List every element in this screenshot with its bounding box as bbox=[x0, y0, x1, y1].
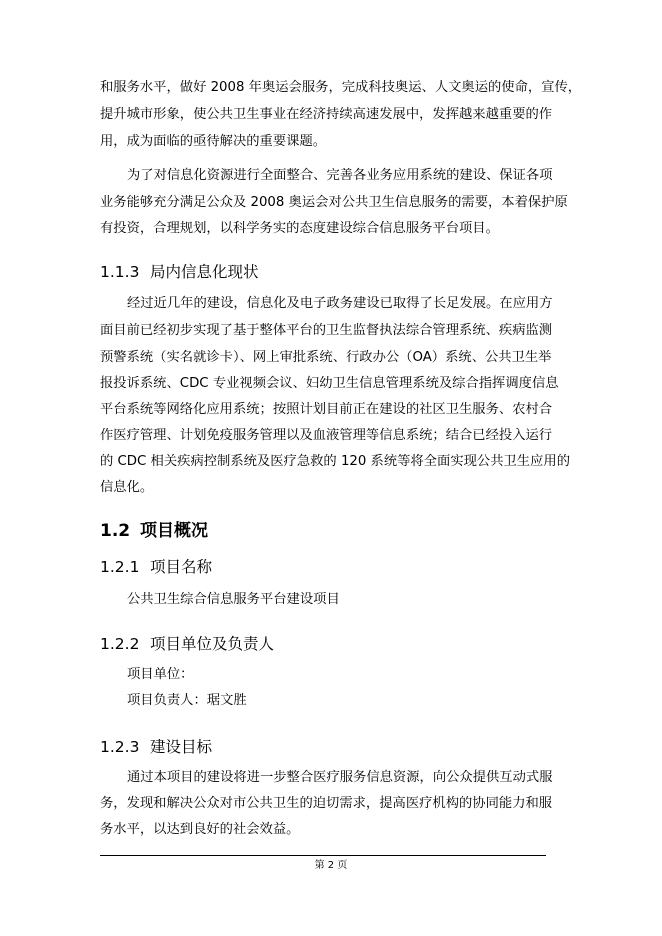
section-number: 1.2.1 bbox=[100, 558, 140, 576]
section-title: 建设目标 bbox=[150, 738, 213, 756]
footer-divider bbox=[100, 855, 546, 856]
section-title: 项目名称 bbox=[150, 558, 213, 576]
paragraph-line: 业务能够充分满足公众及 2008 奥运会对公共卫生信息服务的需要，本着保护原 bbox=[100, 195, 568, 210]
paragraph-line: 务水平，以达到良好的社会效益。 bbox=[100, 822, 300, 837]
section-number: 1.2.3 bbox=[100, 738, 140, 756]
paragraph-line: 为了对信息化资源进行全面整合、完善各业务应用系统的建设、保证各项 bbox=[127, 168, 553, 183]
paragraph-line: 面目前已经初步实现了基于整体平台的卫生监督执法综合管理系统、疾病监测 bbox=[100, 323, 553, 338]
paragraph-line: 预警系统（实名就诊卡）、网上审批系统、行政办公（OA）系统、公共卫生举 bbox=[100, 350, 552, 365]
paragraph-line: 报投诉系统、CDC 专业视频会议、妇幼卫生信息管理系统及综合指挥调度信息 bbox=[100, 376, 559, 391]
paragraph-line: 的 CDC 相关疾病控制系统及医疗急救的 120 系统等将全面实现公共卫生应用的 bbox=[100, 454, 570, 469]
paragraph-line: 经过近几年的建设，信息化及电子政务建设已取得了长足发展。在应用方 bbox=[127, 296, 553, 311]
paragraph-line: 用，成为面临的亟待解决的重要课题。 bbox=[100, 134, 327, 149]
section-title: 项目单位及负责人 bbox=[150, 635, 275, 653]
section-title: 局内信息化现状 bbox=[150, 263, 259, 281]
project-unit-label: 项目单位： bbox=[127, 667, 194, 682]
section-heading bbox=[100, 262, 259, 282]
paragraph-line: 有投资，合理规划，以科学务实的态度建设综合信息服务平台项目。 bbox=[100, 221, 499, 236]
paragraph-line: 公共卫生综合信息服务平台建设项目 bbox=[127, 592, 340, 607]
section-heading bbox=[100, 557, 212, 577]
section-heading bbox=[100, 737, 212, 757]
paragraph-line: 提升城市形象，使公共卫生事业在经济持续高速发展中，发挥越来越重要的作 bbox=[100, 107, 553, 122]
project-leader-label: 项目负责人：琚文胜 bbox=[127, 693, 247, 708]
paragraph-line: 和服务水平，做好 2008 年奥运会服务，完成科技奥运、人文奥运的使命，宣传， bbox=[100, 80, 582, 95]
paragraph-line: 平台系统等网络化应用系统；按照计划目前正在建设的社区卫生服务、农村合 bbox=[100, 402, 553, 417]
chapter-title: 项目概况 bbox=[140, 521, 208, 541]
section-number: 1.1.3 bbox=[100, 263, 140, 281]
chapter-number: 1.2 bbox=[100, 521, 131, 541]
section-heading bbox=[100, 634, 274, 654]
paragraph-line: 信息化。 bbox=[100, 480, 154, 495]
paragraph-line: 通过本项目的建设将进一步整合医疗服务信息资源，向公众提供互动式服 bbox=[127, 770, 553, 785]
page-number: 第 2 页 bbox=[314, 860, 348, 871]
paragraph-line: 务，发现和解决公众对市公共卫生的迫切需求，提高医疗机构的协同能力和服 bbox=[100, 796, 553, 811]
paragraph-line: 作医疗管理、计划免疫服务管理以及血液管理等信息系统；结合已经投入运行 bbox=[100, 428, 553, 443]
section-number: 1.2.2 bbox=[100, 635, 140, 653]
chapter-heading bbox=[100, 520, 208, 542]
